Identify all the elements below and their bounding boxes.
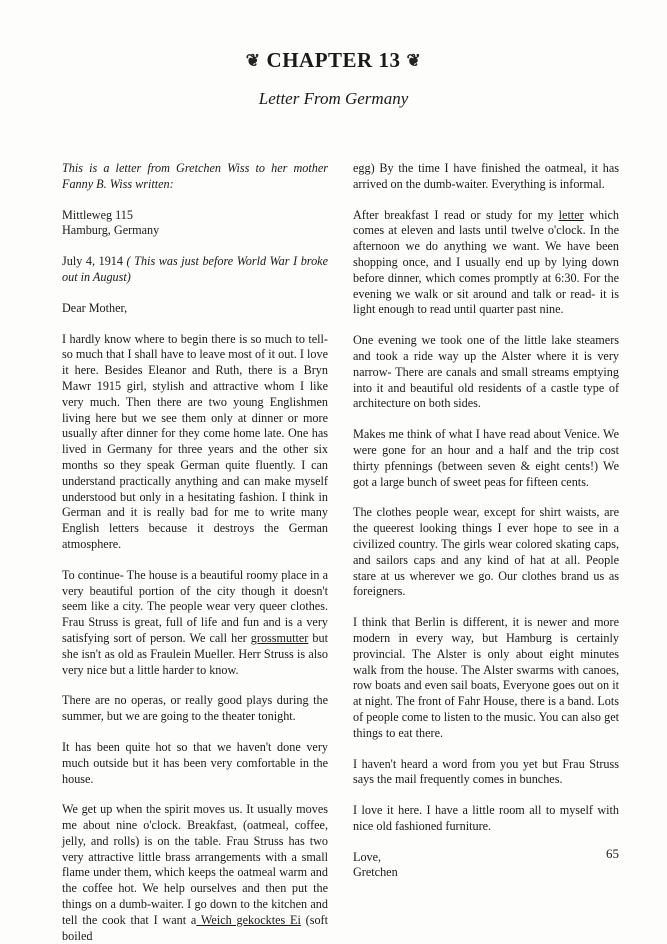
chapter-subtitle: Letter From Germany <box>258 89 409 108</box>
date-note: ( This was just before World War I broke out in August) <box>62 254 328 284</box>
paragraph <box>62 568 328 679</box>
paragraph <box>353 208 619 319</box>
left-column <box>62 161 328 944</box>
paragraph-text: We get up when the spirit moves us. It usually moves me about nine o'clock. Breakfast, (oatmeal, coffee, jelly, and rolls) is on the table. Frau Struss has two very attractive little brass arrangements with a small flame under them, which keeps the oatmeal warm and the coffee hot. We help ourselves and then put the things on a dumb-waiter. I go down to the kitchen and tell the cook that I want a <box>62 802 328 927</box>
paragraph: One evening we took one of the little lake steamers and took a ride way up the Alster where it is very narrow- There are canals and small streams emptying into it and beautiful old residents of a castle type of architecture on both sides. <box>353 333 619 411</box>
paragraph: I hardly know where to begin there is so much to tell-so much that I shall have to leave most of it out. I love it here. Besides Eleanor and Ruth, there is a Bryn Mawr 1915 girl, stylish and attractive whom I like very much. Then there are two young Englishmen living here but we see them only at dinner or more usually after dinner for they come home late. One has lived in Germany for three years and the other six months so they speak German quite fluently. I can understand practically anything and can make myself understood but only in a hesitating fashion. I think in German and it is really bad for me to write many English letters because it destroys the German atmosphere. <box>62 331 328 551</box>
underlined-word: grossmutter <box>250 630 309 645</box>
paragraph: I love it here. I have a little room all to myself with nice old fashioned furniture. <box>353 803 619 833</box>
paragraph-text: which comes at eleven and lasts until twelve o'clock. In the afternoon we do anything we want. We have been shopping once, and I usually end up by lying down before dinner, which comes promptly at 6:30. For the evening we walk or sit around and talk or read- it is light enough to read until quarter past nine. <box>353 207 619 317</box>
date-text: July 4, 1914 <box>62 254 123 269</box>
right-column <box>353 161 619 881</box>
underlined-word: letter <box>558 207 584 222</box>
underlined-phrase: Weich gekocktes Ei <box>196 912 301 927</box>
paragraph-text: but she isn't as old as Fraulein Mueller. Herr Struss is also very nice but a little harder to know. <box>62 630 328 677</box>
address-line-1: Mittleweg 115 <box>62 207 133 222</box>
paragraph: I think that Berlin is different, it is newer and more modern in every way, but Hamburg is certainly provincial. The Alster is only about eight minutes walk from the house. The Alster swarms with canoes, row boats and even sail boats, Everyone goes out on it at night. The front of Fahr House, there is a band. Lots of people come to listen to the music. You can also get things to eat there. <box>353 615 619 740</box>
ornament-right-icon: ❦ <box>406 51 422 70</box>
intro-note: This is a letter from Gretchen Wiss to her mother Fanny B. Wiss written: <box>62 161 328 191</box>
paragraph: There are no operas, or really good plays during the summer, but we are going to the theater tonight. <box>62 693 328 724</box>
paragraph: The clothes people wear, except for shirt waists, are the queerest looking things I ever hope to see in a civilized country. The girls wear colored skating caps, and sailors caps and any kind of hat at all. People stare at us wherever we go. Our clothes brand us as foreigners. <box>353 505 619 599</box>
page-number: 65 <box>606 846 619 861</box>
paragraph-text: To continue- The house is a beautiful roomy place in a very beautiful portion of the city though it doesn't seem like a city. The people wear very queer clothes. Frau Struss is great, full of life and fun and is a very satisfying sort of person. We call her <box>62 567 328 645</box>
salutation: Dear Mother, <box>62 300 128 315</box>
chapter-title: CHAPTER 13 <box>266 48 401 72</box>
paragraph: Makes me think of what I have read about Venice. We were gone for an hour and a half and the trip cost thirty pfennings (between seven & eight cents!) We got a large bunch of sweet peas for fifteen cents. <box>353 427 619 489</box>
letter-date <box>62 254 328 286</box>
paragraph <box>62 802 328 944</box>
paragraph-text: After breakfast I read or study for my <box>353 207 559 222</box>
closing: Love, <box>353 849 382 864</box>
paragraph: egg) By the time I have finished the oatmeal, it has arrived on the dumb-waiter. Everything is informal. <box>353 161 619 191</box>
signature: Gretchen <box>353 865 398 880</box>
ornament-left-icon: ❦ <box>245 51 261 70</box>
paragraph-text: (soft boiled <box>62 912 329 943</box>
paragraph: It has been quite hot so that we haven't done very much outside but it has been very comfortable in the house. <box>62 739 328 786</box>
chapter-heading <box>0 48 667 73</box>
paragraph: I haven't heard a word from you yet but Frau Struss says the mail frequently comes in bunches. <box>353 756 619 787</box>
address-line-2: Hamburg, Germany <box>62 223 160 238</box>
